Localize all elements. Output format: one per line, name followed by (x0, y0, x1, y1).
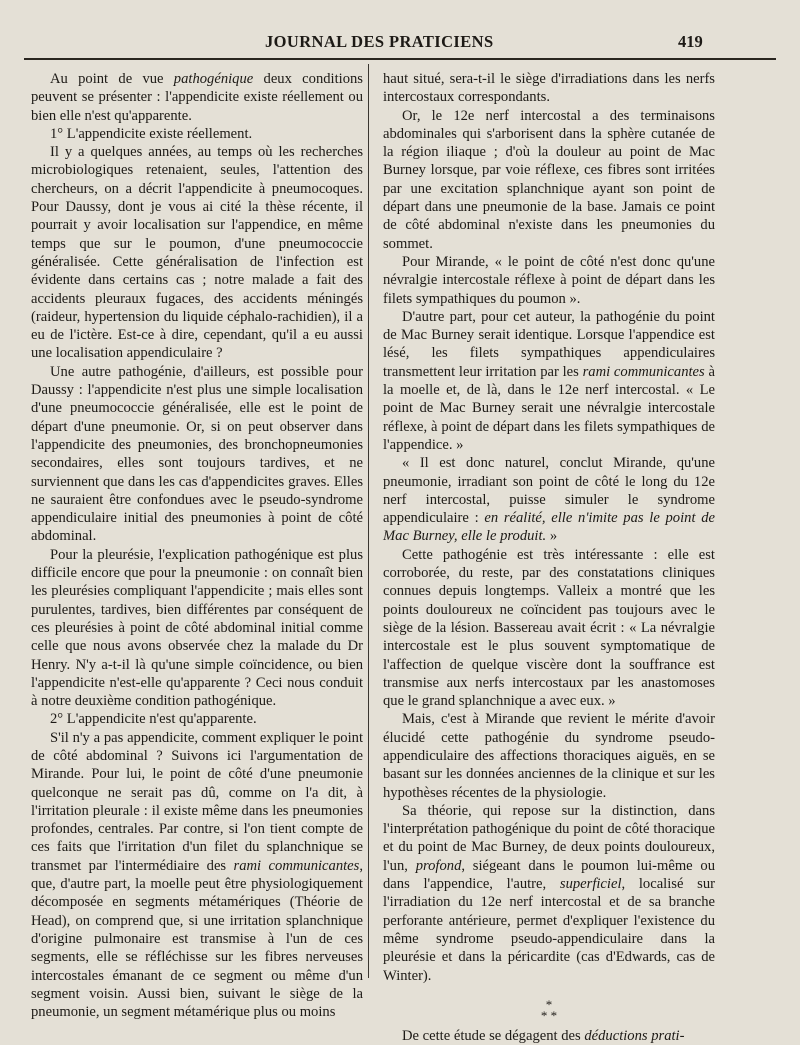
section-break-asterism: * * * (540, 996, 558, 1023)
paragraph: Or, le 12e nerf intercostal a des terminaisons abdominales qui s'arborisent dans la sphère cutanée de la région iliaque ; d'où la douleur au point de Mac Burney lorsque, par voie réflexe, ces fibres sont irritées par une excitation splanchnique ayant son point de départ dans une pneumonie de la base. Jamais ce point de côté abdominal n'existe dans les pneumonies du sommet. (383, 107, 715, 252)
paragraph: Pour Mirande, « le point de côté n'est donc qu'une névralgie intercostale réflexe à point de départ dans les filets sympathiques du poumon ». (383, 253, 715, 307)
paragraph: Pour la pleurésie, l'explication pathogénique est plus difficile encore que pour la pneumonie : on connaît bien les pleurésies compliquant l'appendicite ; mais elles sont purulentes, tardives, bien différentes par conséquent de ces pleurésies à point de côté abdominal initial comme celle que nous avons observée chez la malade du Dr Henry. N'y a-t-il là qu'une simple coïncidence, ou bien l'appendicite n'est-elle qu'apparente ? Ceci nous conduit à notre deuxième condition pathogénique. (31, 546, 363, 710)
paragraph: « Il est donc naturel, conclut Mirande, qu'une pneumonie, irradiant son point de côté le long du 12e nerf intercostal, puisse simuler le syndrome appendiculaire : en réalité, elle n'imite pas le point de Mac Burney, elle le produit. » (383, 455, 715, 545)
page-number: 419 (678, 32, 703, 51)
paragraph: Mais, c'est à Mirande que revient le mérite d'avoir élucidé cette pathogénie du syndrome pseudo-appendiculaire des affections thoraciques aiguës, en se basant sur les données anciennes de la clinique et sur les hypothèses récentes de la physiologie. (383, 711, 715, 801)
paragraph: Une autre pathogénie, d'ailleurs, est possible pour Daussy : l'appendicite n'est plus une simple localisation d'une pneumococcie généralisée, elle est le point de départ d'une pneumonie. Or, si on peut observer dans l'appendicite des pneumonies, des bronchopneumonies secondaires, elles sont toujours tardives, et ne surviennent que dans les cas d'appendicites graves. Elles ne sauraient être confondues avec le pseudo-syndrome appendiculaire initial des pneumonies à point de côté abdominal. (31, 363, 363, 545)
left-column (31, 70, 363, 1021)
paragraph: Au point de vue pathogénique deux conditions peuvent se présenter : l'appendicite existe réellement ou bien elle n'est qu'apparente. (31, 71, 363, 124)
paragraph: haut situé, sera-t-il le siège d'irradiations dans les nerfs intercostaux correspondants. (383, 71, 715, 106)
running-title: JOURNAL DES PRATICIENS (265, 32, 494, 51)
section-heading: 2° L'appendicite n'est qu'apparente. (50, 711, 257, 728)
paragraph: Sa théorie, qui repose sur la distinction, dans l'interprétation pathogénique du point de côté thoracique et du point de Mac Burney, de deux points douloureux, l'un, profond, siégeant dans le poumon lui-même ou dans l'appendice, l'autre, superficiel, localisé sur l'irradiation du 12e nerf intercostal et de sa branche perforante antérieure, permet d'expliquer l'existence du même syndrome pseudo-appendiculaire dans la pleurésie et dans la péricardite (cas d'Edwards, cas de Winter). (383, 802, 715, 984)
paragraph: D'autre part, pour cet auteur, la pathogénie du point de Mac Burney serait identique. Lorsque l'appendice est lésé, les filets sympathiques appendiculaires transmettent leur irritation par les rami communicantes à la moelle et, de là, dans le 12e nerf intercostal. « Le point de Mac Burney serait une névralgie intercostale réflexe, à point de départ dans les filets sympathiques de l'appendice. » (383, 308, 715, 453)
right-column (383, 70, 715, 1045)
column-divider (368, 64, 369, 978)
section-heading: 1° L'appendicite existe réellement. (50, 125, 253, 142)
paragraph: De cette étude se dégagent des déductions prati- (402, 1027, 685, 1044)
page-header (0, 30, 800, 58)
paragraph: S'il n'y a pas appendicite, comment expliquer le point de côté abdominal ? Suivons ici l'argumentation de Mirande. Pour lui, le point de côté d'une pneumonie quelconque ne serait pas dû, comme on l'a dit, à l'irritation pleurale : il existe même dans les pneumonies profondes, centrales. Par contre, si l'on tient compte de ces faits que l'irritation d'un filet du splanchnique se transmet par l'intermédiaire des rami communicantes, que, d'autre part, la moelle peut être physiologiquement décomposée en segments métamériques (Théorie de Head), on comprend que, si une irritation splanchnique d'origine pulmonaire est transmise à l'un de ces segments, elle se réfléchisse sur les fibres nerveuses intercostales émanant de ce segment ou même d'un segment voisin. Aussi bien, suivant le siège de la pneumonie, un segment métamérique plus ou moins (31, 729, 363, 1021)
paragraph: Il y a quelques années, au temps où les recherches microbiologiques retenaient, seules, l'attention des chercheurs, on a décrit l'appendicite à pneumocoques. Pour Daussy, dont je vous ai cité la thèse récente, il pourrait y avoir localisation sur l'appendice, en même temps que sur le poumon, d'une pneumococcie généralisée. Cette généralisation de l'infection est évidente dans certains cas ; notre malade a fait des accidents pleuraux fugaces, des accidents méningés (raideur, hypertension du liquide céphalo-rachidien), il a eu de l'ictère. Est-ce à dire, cependant, qu'il a eu aussi une localisation appendiculaire ? (31, 144, 363, 362)
header-rule (24, 58, 776, 60)
paragraph: Cette pathogénie est très intéressante : elle est corroborée, du reste, par des constatations cliniques connues depuis longtemps. Valleix a montré que les points douloureux ne coïncident pas toujours avec le siège de la lésion. Bassereau avait écrit : « La névralgie intercostale est le plus souvent symptomatique de l'affection de quelque viscère dont la souffrance est transmise aux nerfs intercostaux par les anastomoses que le grand splanchnique a avec eux. » (383, 546, 715, 710)
